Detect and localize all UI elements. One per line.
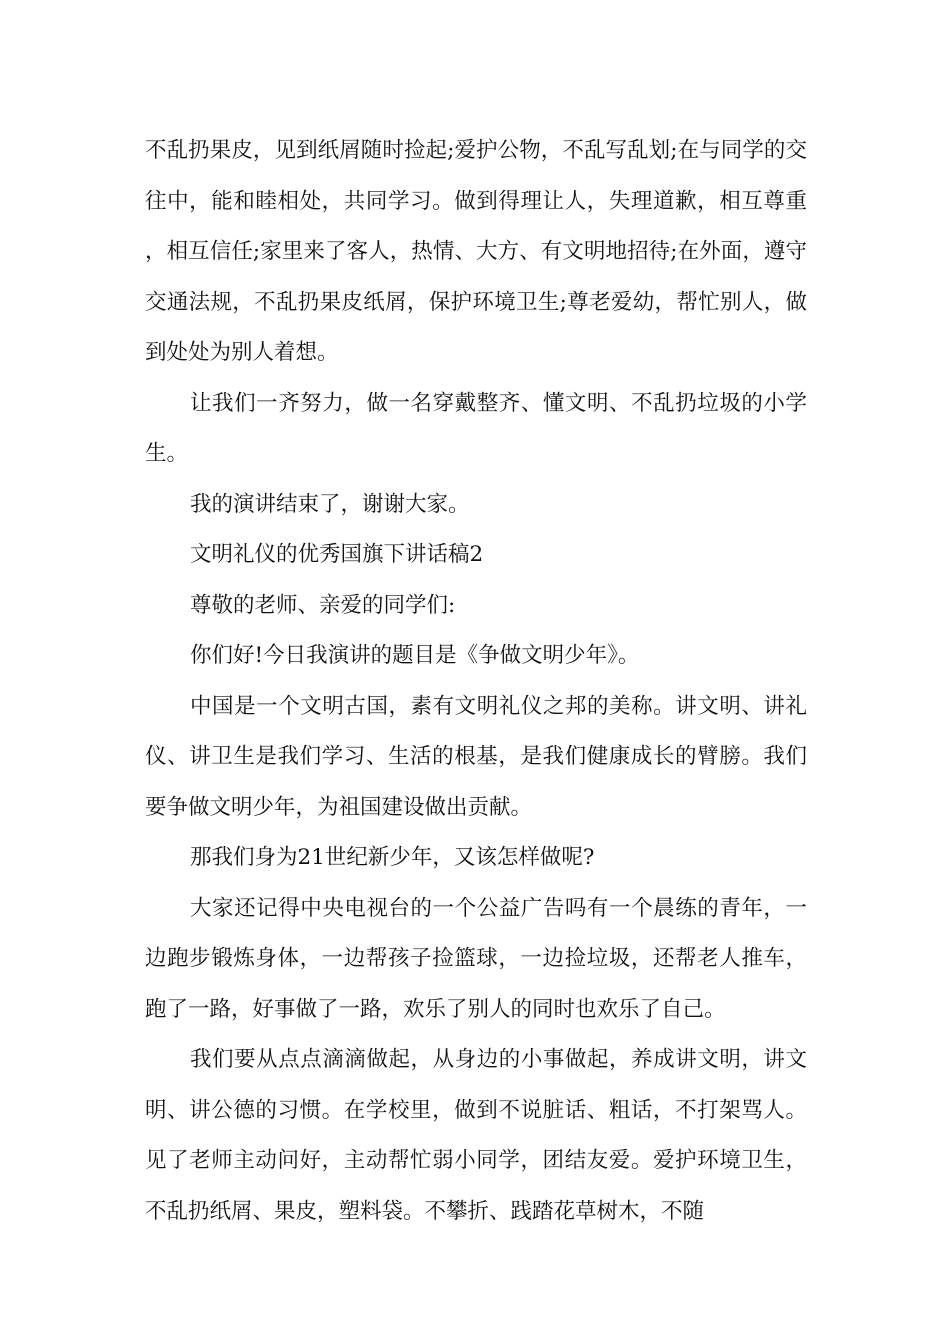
paragraph-habits: 我们要从点点滴滴做起，从身边的小事做起，养成讲文明，讲文明、讲公德的习惯。在学校里，做到不说脏话、粗话，不打架骂人。见了老师主动问好，主动帮忙弱小同学，团结友爱。爱护环境卫生，不乱扔纸屑、果皮，塑料袋。不攀折、践踏花草树木，不随 xyxy=(145,1047,807,1224)
paragraph-continued: 不乱扔果皮，见到纸屑随时捡起;爱护公物，不乱写乱划;在与同学的交往中，能和睦相处，共同学习。做到得理让人，失理道歉，相互尊重，相互信任;家里来了客人，热情、大方、有文明地招待;在外面，遵守交通法规，不乱扔果皮纸屑，保护环境卫生;尊老爱幼，帮忙别人，做到处处为别人着想。 xyxy=(145,138,807,365)
paragraph-greeting: 你们好!今日我演讲的题目是《争做文明少年》。 xyxy=(190,643,640,668)
paragraph-question: 那我们身为21世纪新少年，又该怎样做呢? xyxy=(190,845,595,870)
salutation: 尊敬的老师、亲爱的同学们: xyxy=(190,592,456,618)
document-body xyxy=(145,126,807,1237)
paragraph-call-to-action: 让我们一齐努力，做一名穿戴整齐、懂文明、不乱扔垃圾的小学生。 xyxy=(145,390,807,466)
speech-title: 文明礼仪的优秀国旗下讲话稿2 xyxy=(190,542,484,567)
paragraph-closing: 我的演讲结束了，谢谢大家。 xyxy=(190,491,470,517)
paragraph-example: 大家还记得中央电视台的一个公益广告吗有一个晨练的青年，一边跑步锻炼身体，一边帮孩子捡篮球，一边捡垃圾，还帮老人推车，跑了一路，好事做了一路，欢乐了别人的同时也欢乐了自己。 xyxy=(145,895,807,1022)
paragraph-introduction: 中国是一个文明古国，素有文明礼仪之邦的美称。讲文明、讲礼仪、讲卫生是我们学习、生活的根基，是我们健康成长的臂膀。我们要争做文明少年，为祖国建设做出贡献。 xyxy=(145,693,807,820)
